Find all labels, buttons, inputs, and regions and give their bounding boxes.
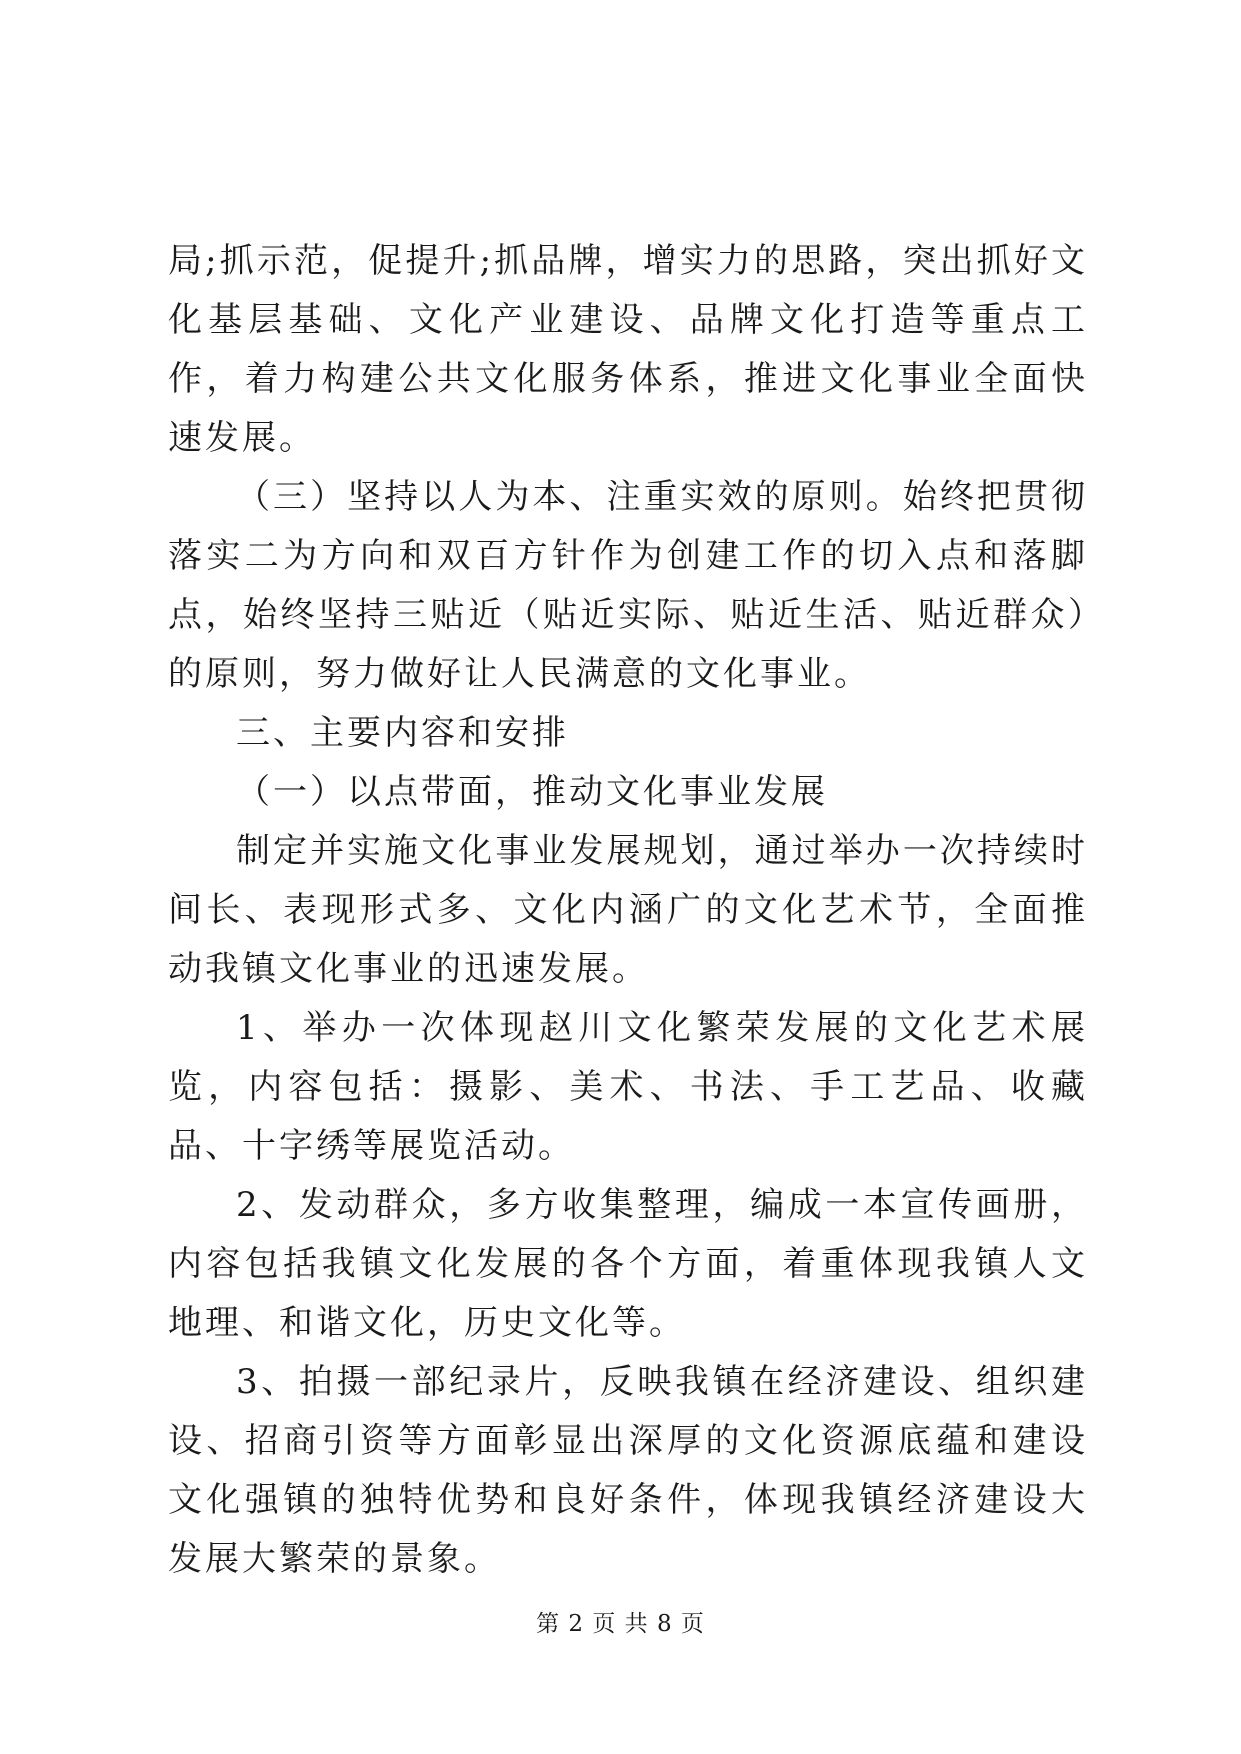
paragraph-principle-three: （三）坚持以人为本、注重实效的原则。始终把贯彻落实二为方向和双百方针作为创建工作的切入点和落脚点，始终坚持三贴近（贴近实际、贴近生活、贴近群众）的原则，努力做好让人民满意的文化事业。 — [168, 477, 1088, 694]
section-heading-three: 三、主要内容和安排 — [236, 713, 569, 753]
document-body — [168, 232, 1088, 1589]
list-item-2: 2、发动群众，多方收集整理，编成一本宣传画册，内容包括我镇文化发展的各个方面，着重体现我镇人文地理、和谐文化，历史文化等。 — [168, 1185, 1088, 1343]
list-item-3: 3、拍摄一部纪录片，反映我镇在经济建设、组织建设、招商引资等方面彰显出深厚的文化资源底蕴和建设文化强镇的独特优势和良好条件，体现我镇经济建设大发展大繁荣的景象。 — [168, 1362, 1088, 1579]
subsection-heading-one: （一）以点带面，推动文化事业发展 — [236, 772, 828, 812]
paragraph-continuation: 局;抓示范，促提升;抓品牌，增实力的思路，突出抓好文化基层基础、文化产业建设、品牌文化打造等重点工作，着力构建公共文化服务体系，推进文化事业全面快速发展。 — [168, 241, 1088, 458]
page-footer: 第 2 页 共 8 页 — [536, 1611, 705, 1637]
list-item-1: 1、举办一次体现赵川文化繁荣发展的文化艺术展览，内容包括：摄影、美术、书法、手工艺品、收藏品、十字绣等展览活动。 — [168, 1008, 1088, 1166]
paragraph-plan: 制定并实施文化事业发展规划，通过举办一次持续时间长、表现形式多、文化内涵广的文化艺术节，全面推动我镇文化事业的迅速发展。 — [168, 831, 1088, 989]
